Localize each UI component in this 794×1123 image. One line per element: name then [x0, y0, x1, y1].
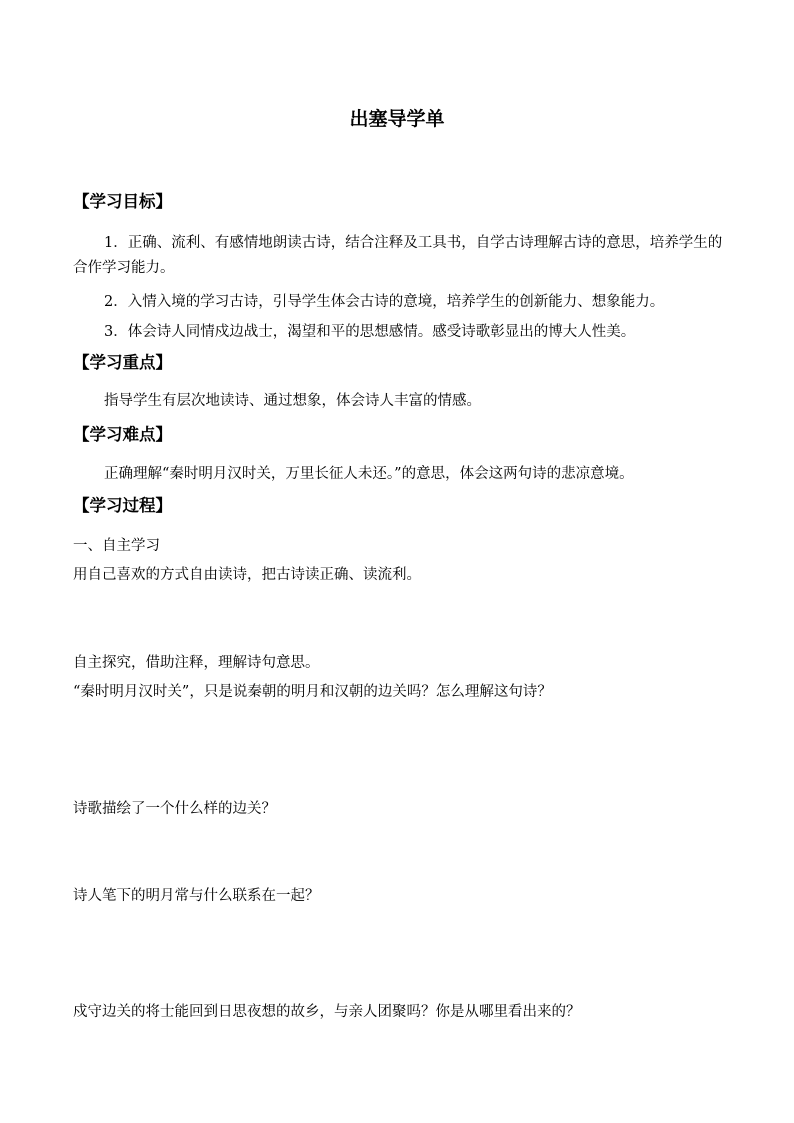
process-line-5: 诗人笔下的明月常与什么联系在一起？ — [73, 888, 320, 904]
page-title: 出塞导学单 — [349, 108, 445, 130]
process-subheading: 一、自主学习 — [73, 538, 160, 554]
difficulty-text: 正确理解“秦时明月汉时关，万里长征人未还。”的意思，体会这两句诗的悲凉意境。 — [104, 466, 634, 482]
goal-item-1: 1．正确、流利、有感情地朗读古诗，结合注释及工具书，自学古诗理解古诗的意思，培养学生的合作学习能力。 — [73, 235, 723, 276]
process-line-2: 自主探究，借助注释，理解诗句意思。 — [73, 655, 320, 671]
process-line-6: 戍守边关的将士能回到日思夜想的故乡，与亲人团聚吗？你是从哪里看出来的？ — [73, 1004, 581, 1020]
goal-item-2: 2．入情入境的学习古诗，引导学生体会古诗的意境，培养学生的创新能力、想象能力。 — [104, 294, 665, 310]
focus-heading: 【学习重点】 — [73, 353, 172, 372]
difficulty-heading: 【学习难点】 — [73, 425, 172, 444]
process-heading: 【学习过程】 — [73, 496, 172, 515]
goal-item-3: 3．体会诗人同情戍边战士，渴望和平的思想感情。感受诗歌彰显出的博大人性美。 — [104, 324, 636, 340]
focus-text: 指导学生有层次地读诗、通过想象，体会诗人丰富的情感。 — [104, 393, 481, 409]
process-line-4: 诗歌描绘了一个什么样的边关？ — [73, 801, 276, 817]
goals-heading: 【学习目标】 — [73, 192, 172, 211]
process-line-3: “秦时明月汉时关”，只是说秦朝的明月和汉朝的边关吗？怎么理解这句诗？ — [73, 684, 552, 700]
process-line-1: 用自己喜欢的方式自由读诗，把古诗读正确、读流利。 — [73, 567, 421, 583]
